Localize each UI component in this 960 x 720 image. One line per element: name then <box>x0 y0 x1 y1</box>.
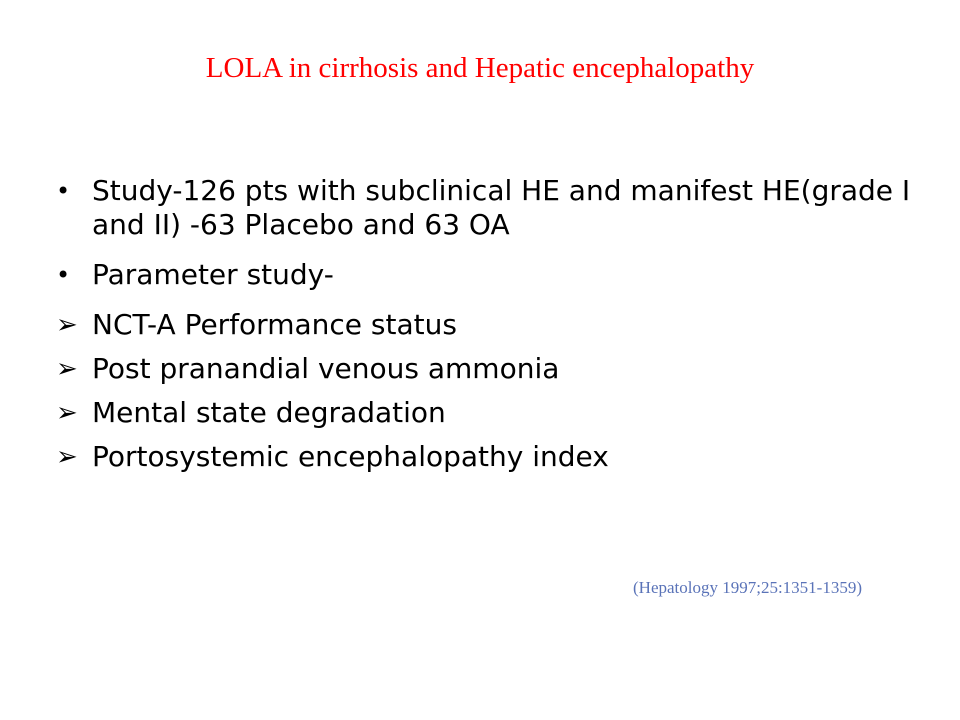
bullet-item-parameter <box>56 258 936 292</box>
bullet-text: NCT-A Performance status <box>92 308 457 341</box>
bullet-text: Parameter study- <box>92 258 334 291</box>
sub-item-pse-index <box>56 440 936 474</box>
bullet-item-study <box>56 174 936 242</box>
citation: (Hepatology 1997;25:1351-1359) <box>633 578 862 597</box>
bullet-text: Portosystemic encephalopathy index <box>92 440 609 473</box>
bullet-list <box>56 174 936 484</box>
arrow-bullet-icon: ➢ <box>56 310 78 340</box>
arrow-bullet-icon: ➢ <box>56 442 78 472</box>
bullet-dot-icon: • <box>56 177 71 205</box>
bullet-dot-icon: • <box>56 261 71 289</box>
sub-item-ammonia <box>56 352 936 386</box>
sub-item-nct-a <box>56 308 936 342</box>
bullet-text: Post pranandial venous ammonia <box>92 352 560 385</box>
slide-title: LOLA in cirrhosis and Hepatic encephalopathy <box>205 52 755 84</box>
bullet-text: Study-126 pts with subclinical HE and manifest HE(grade I and II) -63 Placebo and 63 OA <box>92 174 911 241</box>
bullet-text: Mental state degradation <box>92 396 446 429</box>
arrow-bullet-icon: ➢ <box>56 398 78 428</box>
arrow-bullet-icon: ➢ <box>56 354 78 384</box>
sub-item-mental-state <box>56 396 936 430</box>
